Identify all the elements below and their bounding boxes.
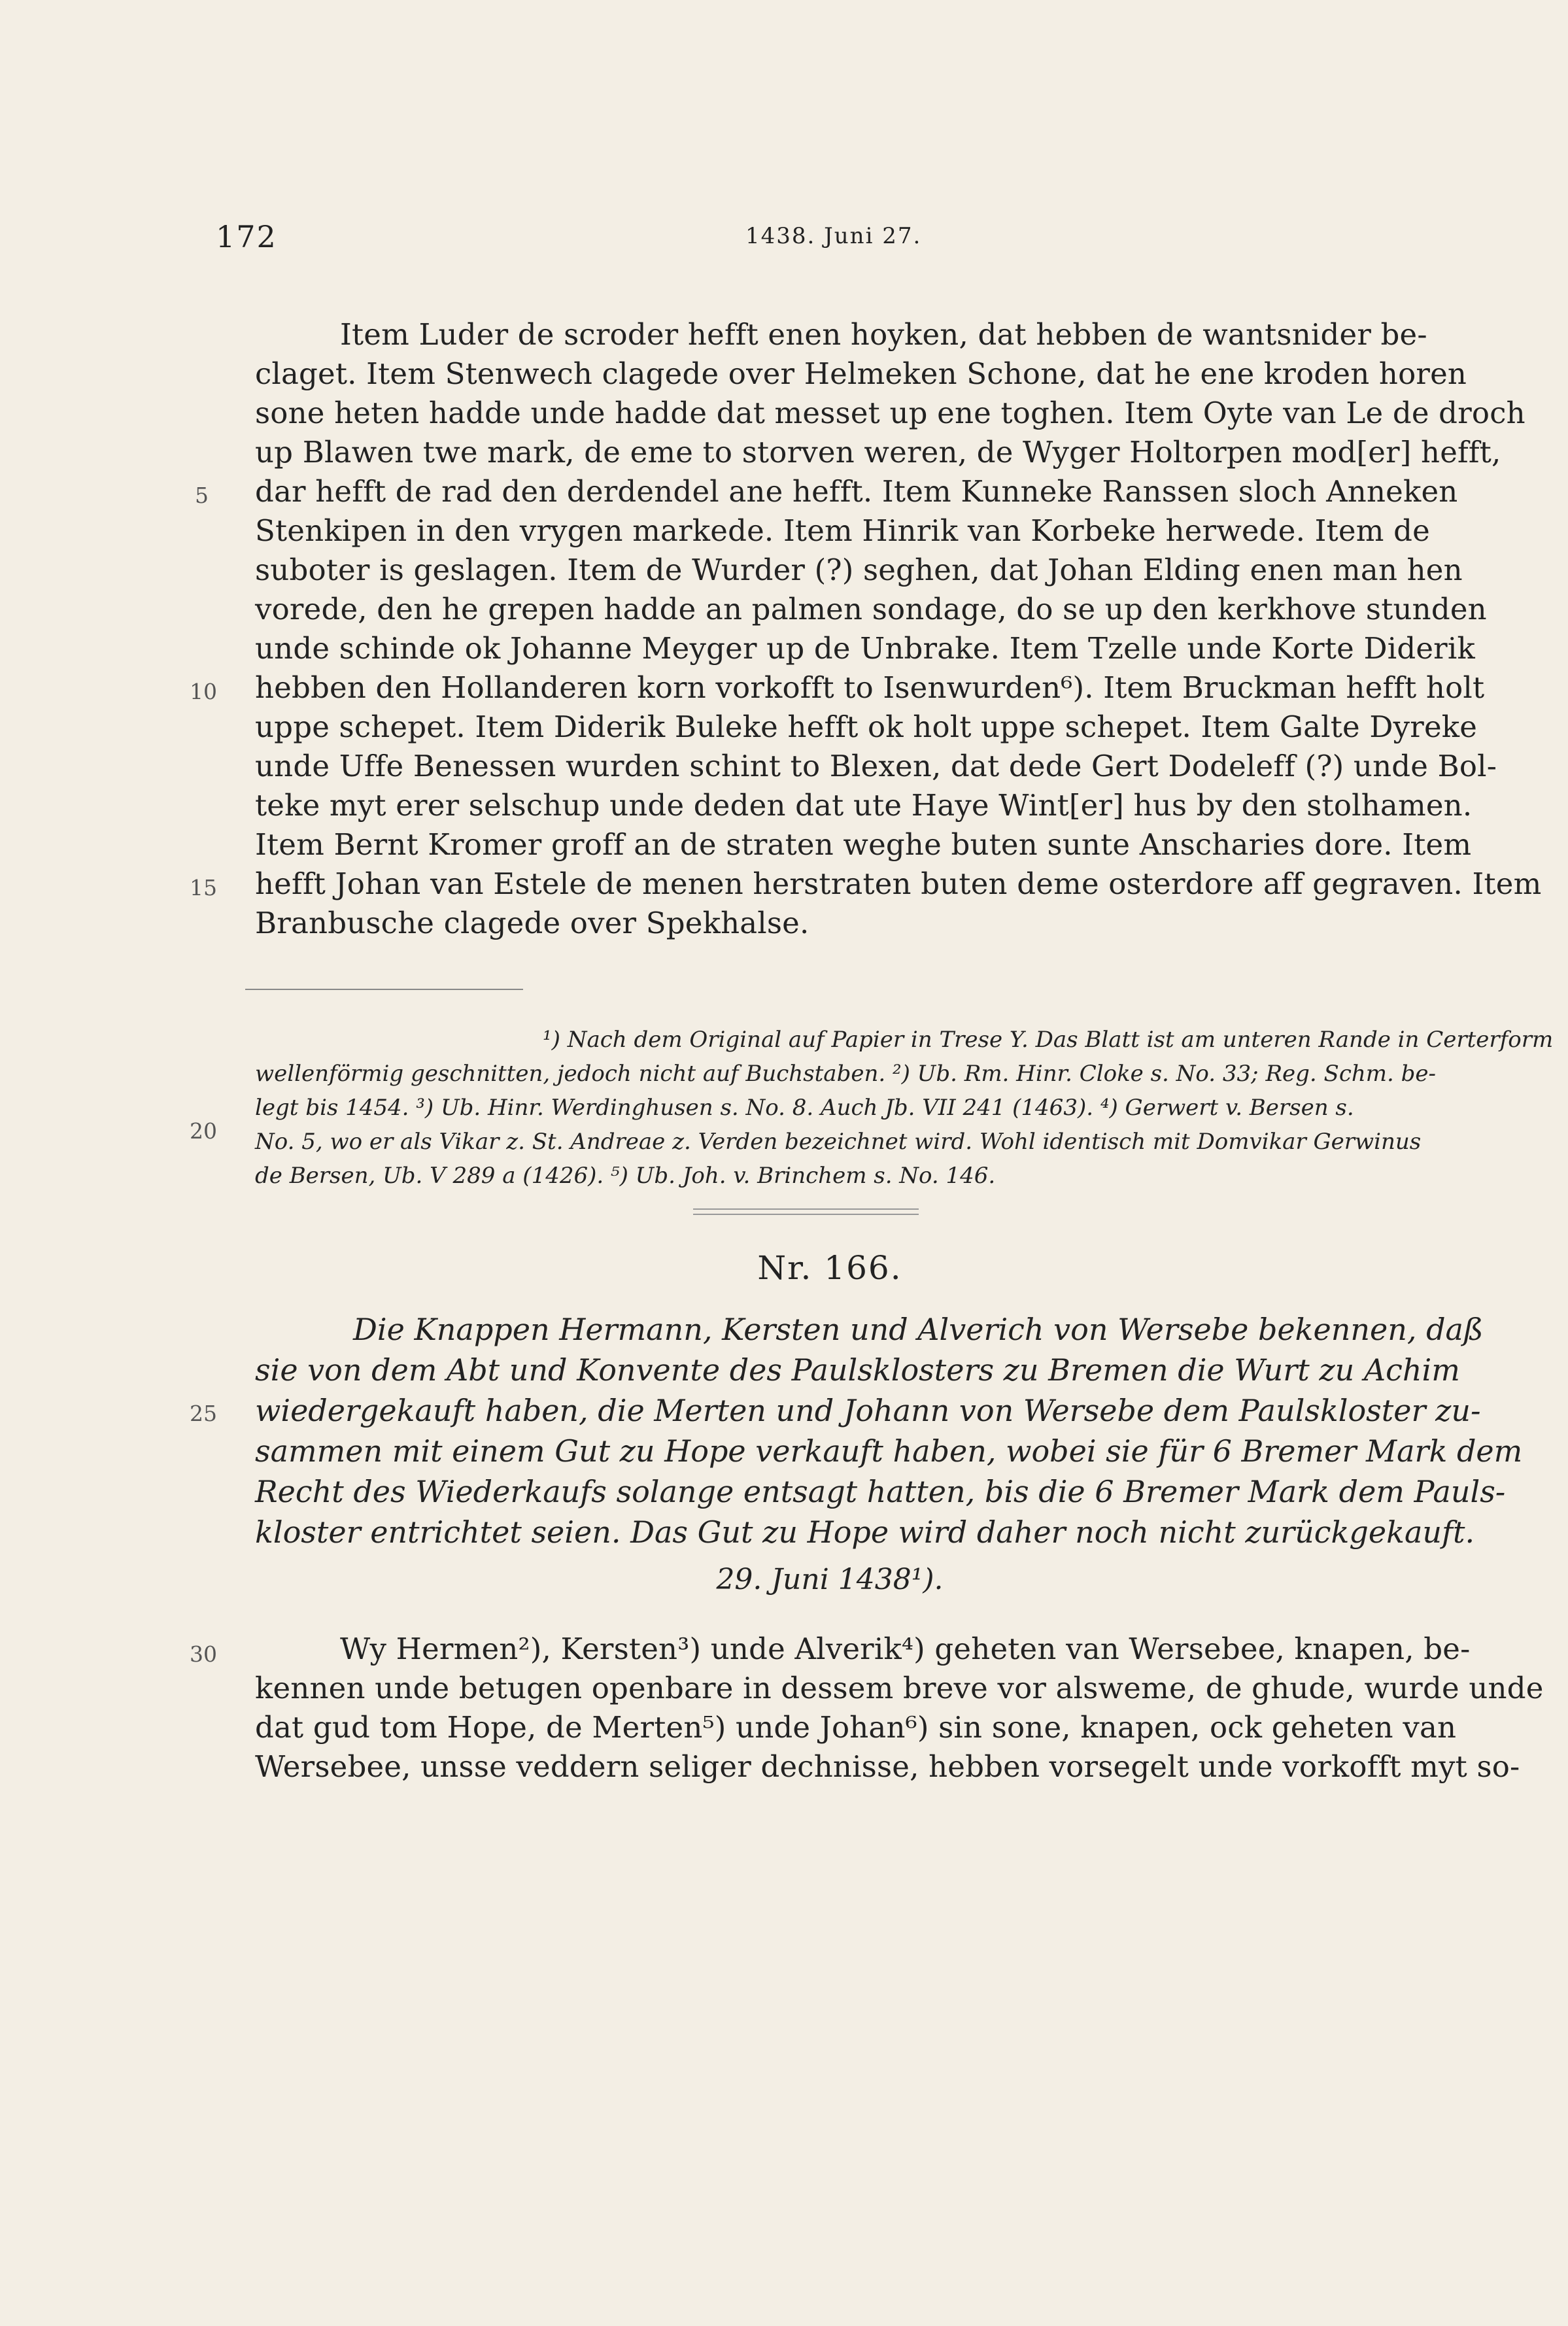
- summary-line: Recht des Wiederkaufs solange entsagt hatten, bis die 6 Bremer Mark dem Pauls-: [255, 1474, 1506, 1509]
- body-line: uppe schepet. Item Diderik Buleke hefft ok holt uppe schepet. Item Galte Dyreke: [255, 710, 1478, 744]
- body-line: vorede, den he grepen hadde an palmen sondage, do se up den kerkhove stunden: [255, 592, 1487, 626]
- body-line: suboter is geslagen. Item de Wurder (?) seghen, dat Johan Elding enen man hen: [255, 553, 1463, 587]
- document-number: Nr. 166.: [757, 1249, 902, 1287]
- line-number: 25: [190, 1401, 217, 1426]
- text-line: dat gud tom Hope, de Merten⁵) unde Johan⁶) sin sone, knapen, ock geheten van: [255, 1710, 1457, 1745]
- section-separator-top: [693, 1208, 919, 1210]
- footnote-line: wellenförmig geschnitten, jedoch nicht auf Buchstaben. ²) Ub. Rm. Hinr. Cloke s. No. 33; Reg. Schm. be-: [255, 1061, 1437, 1087]
- body-line: dar hefft de rad den derdendel ane hefft. Item Kunneke Ranssen sloch Anneken: [255, 474, 1458, 509]
- body-line: sone heten hadde unde hadde dat messet up ene toghen. Item Oyte van Le de droch: [255, 396, 1525, 430]
- text-line: Wy Hermen²), Kersten³) unde Alverik⁴) geheten van Wersebee, knapen, be-: [340, 1632, 1471, 1666]
- line-number: 10: [190, 679, 217, 704]
- running-head: 1438. Juni 27.: [745, 223, 922, 249]
- body-line: Item Bernt Kromer groff an de straten weghe buten sunte Anscharies dore. Item: [255, 827, 1472, 862]
- footnote-line: de Bersen, Ub. V 289 a (1426). ⁵) Ub. Joh. v. Brinchem s. No. 146.: [255, 1163, 996, 1189]
- body-line: teke myt erer selschup unde deden dat ute Haye Wint[er] hus by den stolhamen.: [255, 788, 1473, 823]
- body-line: hefft Johan van Estele de menen herstraten buten deme osterdore aff gegraven. Item: [255, 866, 1542, 901]
- summary-line: wiedergekauft haben, die Merten und Johann von Wersebe dem Paulskloster zu-: [255, 1393, 1481, 1428]
- line-number: 15: [190, 875, 217, 900]
- text-line: Wersebee, unsse veddern seliger dechnisse, hebben vorsegelt unde vorkofft myt so-: [255, 1749, 1520, 1784]
- footnote-line: ¹) Nach dem Original auf Papier in Trese Y. Das Blatt ist am unteren Rande in Certerform: [543, 1027, 1554, 1053]
- footnote-line: legt bis 1454. ³) Ub. Hinr. Werdinghusen s. No. 8. Auch Jb. VII 241 (1463). ⁴) Gerwert v. Bersen s.: [255, 1095, 1354, 1121]
- footnote-separator: [245, 989, 523, 990]
- body-line: up Blawen twe mark, de eme to storven weren, de Wyger Holtorpen mod[er] hefft,: [255, 435, 1501, 470]
- line-number: 20: [190, 1118, 217, 1144]
- summary-line: sammen mit einem Gut zu Hope verkauft haben, wobei sie für 6 Bremer Mark dem: [255, 1433, 1523, 1469]
- body-line: unde schinde ok Johanne Meyger up de Unbrake. Item Tzelle unde Korte Diderik: [255, 631, 1475, 666]
- line-number: 5: [195, 483, 209, 508]
- summary-line: kloster entrichtet seien. Das Gut zu Hope wird daher noch nicht zurückgekauft.: [255, 1514, 1475, 1550]
- body-line: claget. Item Stenwech clagede over Helmeken Schone, dat he ene kroden horen: [255, 356, 1467, 391]
- summary-line: Die Knappen Hermann, Kersten und Alverich von Wersebe bekennen, daß: [353, 1312, 1484, 1347]
- body-line: Stenkipen in den vrygen markede. Item Hinrik van Korbeke herwede. Item de: [255, 513, 1430, 548]
- body-line: unde Uffe Benessen wurden schint to Blexen, dat dede Gert Dodeleff (?) unde Bol-: [255, 749, 1497, 783]
- page-number: 172: [216, 219, 277, 254]
- page-header: [216, 219, 1432, 265]
- footnote-line: No. 5, wo er als Vikar z. St. Andreae z. Verden bezeichnet wird. Wohl identisch mit Domvikar Gerwinus: [255, 1129, 1422, 1155]
- body-line: Branbusche clagede over Spekhalse.: [255, 906, 810, 940]
- body-line: hebben den Hollanderen korn vorkofft to Isenwurden⁶). Item Bruckman hefft holt: [255, 670, 1485, 705]
- section-separator-bottom: [693, 1214, 919, 1215]
- text-line: kennen unde betugen openbare in dessem breve vor alsweme, de ghude, wurde unde: [255, 1671, 1544, 1705]
- body-line: Item Luder de scroder hefft enen hoyken, dat hebben de wantsnider be-: [340, 317, 1427, 352]
- line-number: 30: [190, 1641, 217, 1667]
- document-date: 29. Juni 1438¹).: [716, 1563, 944, 1596]
- summary-line: sie von dem Abt und Konvente des Paulsklosters zu Bremen die Wurt zu Achim: [255, 1352, 1460, 1388]
